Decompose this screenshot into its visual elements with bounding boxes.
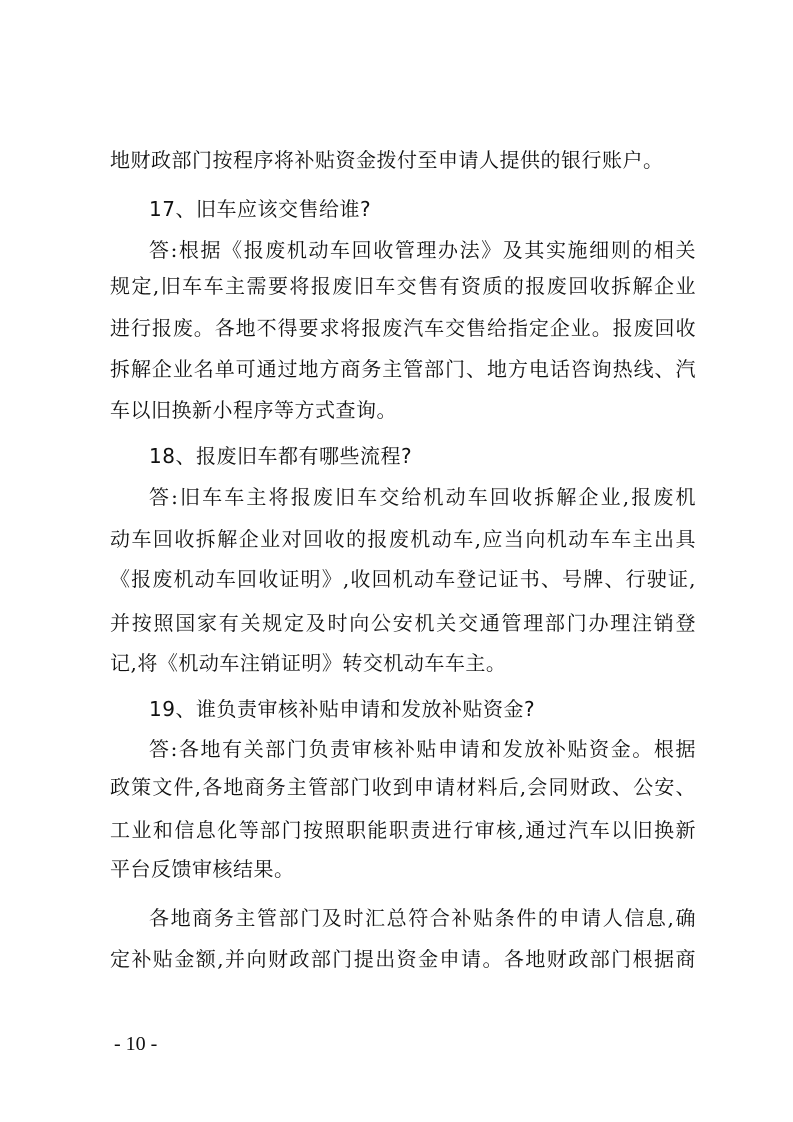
answer-19-line: 平台反馈审核结果。 bbox=[110, 857, 295, 881]
paragraph-line: 地财政部门按程序将补贴资金拨付至申请人提供的银行账户。 bbox=[110, 148, 664, 172]
answer-19-line: 政策文件,各地商务主管部门收到申请材料后,会同财政、公安、 bbox=[110, 775, 696, 799]
page-number: - 10 - bbox=[114, 1033, 158, 1055]
answer-19-line: 答:各地有关部门负责审核补贴申请和发放补贴资金。根据 bbox=[149, 737, 696, 761]
answer-17-line: 答:根据《报废机动车回收管理办法》及其实施细则的相关 bbox=[149, 238, 696, 262]
question-heading-17: 17、旧车应该交售给谁? bbox=[149, 197, 372, 221]
answer-18-line: 记,将《机动车注销证明》转交机动车车主。 bbox=[110, 651, 507, 675]
answer-19-line: 工业和信息化等部门按照职能职责进行审核,通过汽车以旧换新 bbox=[110, 818, 696, 842]
answer-18-line: 《报废机动车回收证明》,收回机动车登记证书、号牌、行驶证, bbox=[110, 567, 696, 591]
answer-17-line: 进行报废。各地不得要求将报废汽车交售给指定企业。报废回收 bbox=[110, 316, 696, 340]
question-heading-18: 18、报废旧车都有哪些流程? bbox=[149, 444, 413, 468]
paragraph-line: 定补贴金额,并向财政部门提出资金申请。各地财政部门根据商 bbox=[110, 947, 696, 971]
answer-17-line: 规定,旧车车主需要将报废旧车交售有资质的报废回收拆解企业 bbox=[110, 274, 696, 298]
paragraph-line: 各地商务主管部门及时汇总符合补贴条件的申请人信息,确 bbox=[149, 906, 696, 930]
answer-18-line: 并按照国家有关规定及时向公安机关交通管理部门办理注销登 bbox=[110, 611, 696, 635]
answer-17-line: 拆解企业名单可通过地方商务主管部门、地方电话咨询热线、汽 bbox=[110, 357, 696, 381]
answer-18-line: 答:旧车车主将报废旧车交给机动车回收拆解企业,报废机 bbox=[149, 485, 696, 509]
answer-18-line: 动车回收拆解企业对回收的报废机动车,应当向机动车车主出具 bbox=[110, 527, 696, 551]
answer-17-line: 车以旧换新小程序等方式查询。 bbox=[110, 398, 397, 422]
question-heading-19: 19、谁负责审核补贴申请和发放补贴资金? bbox=[149, 697, 536, 721]
